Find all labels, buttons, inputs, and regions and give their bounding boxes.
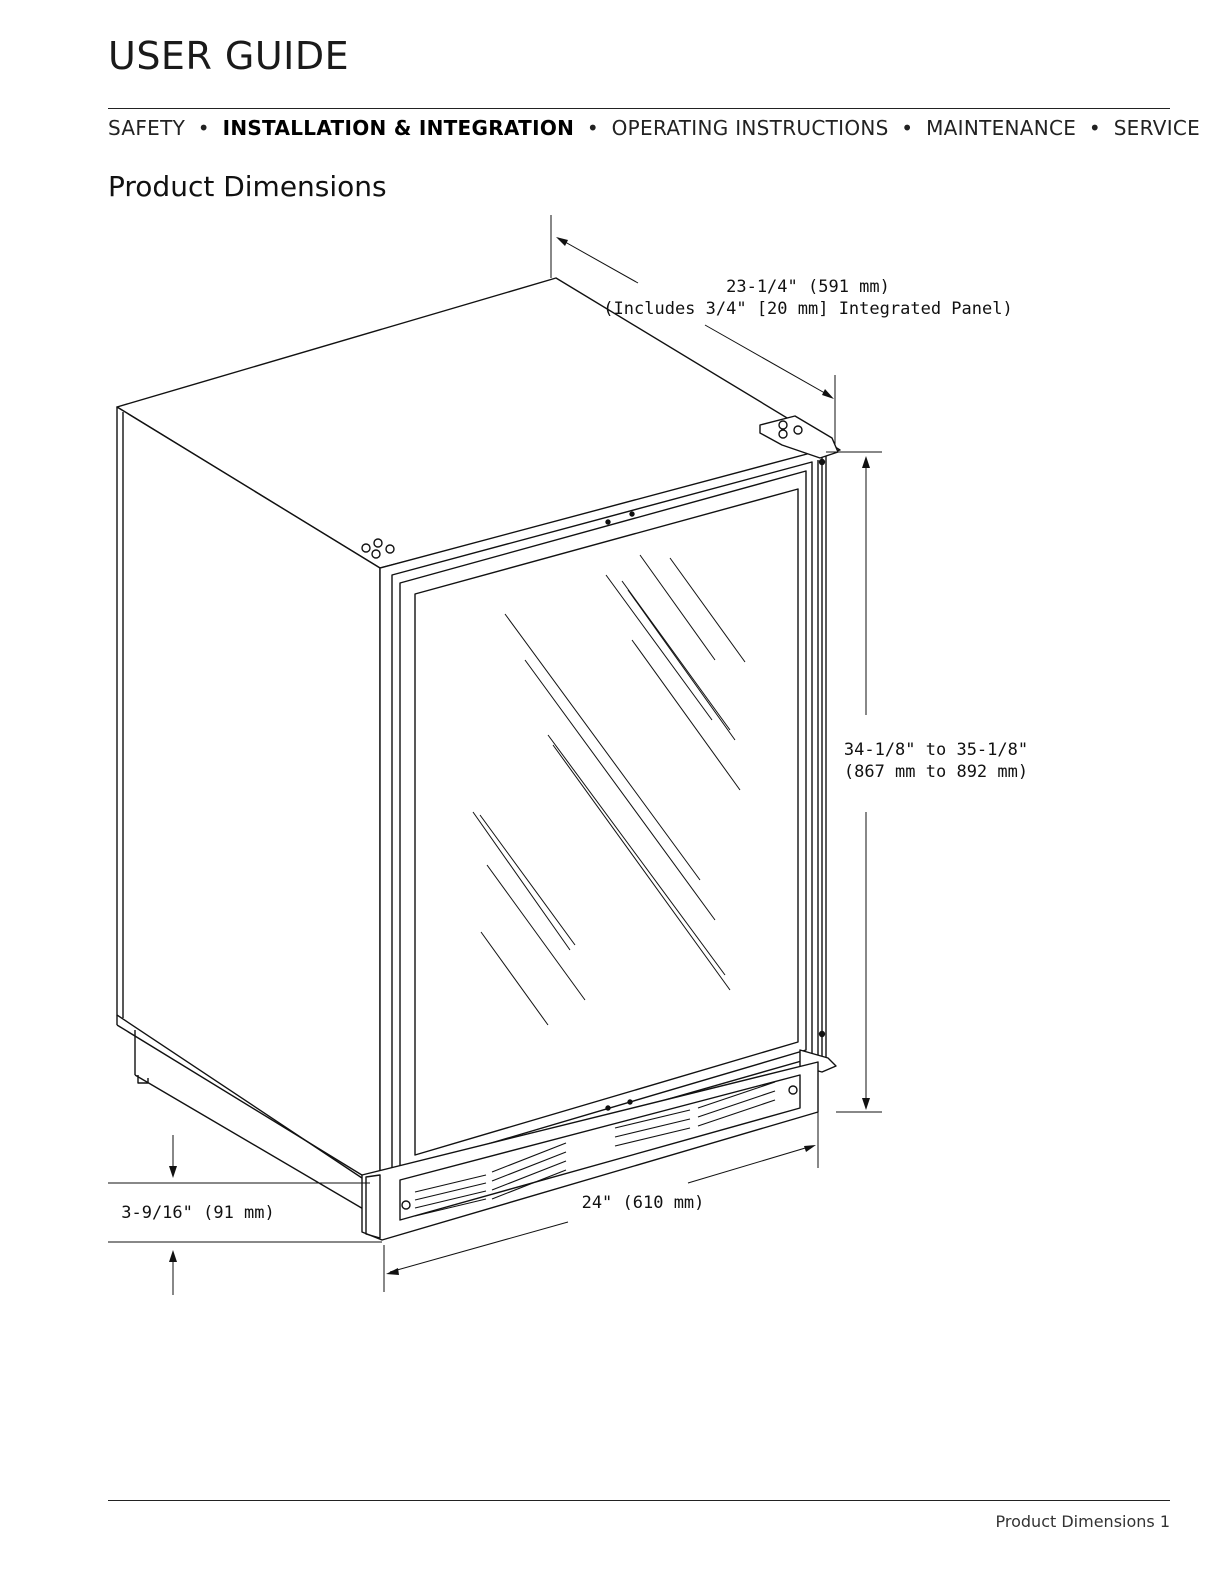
nav-item-safety[interactable]: SAFETY — [108, 116, 186, 140]
nav-item-installation[interactable]: INSTALLATION & INTEGRATION — [222, 116, 575, 140]
toekick-dimension-label: 3-9/16" (91 mm) — [121, 1203, 275, 1223]
nav-separator: • — [586, 116, 599, 140]
height-dimension-metric: (867 mm to 892 mm) — [843, 762, 1029, 782]
depth-dimension-label: 23-1/4" (591 mm) — [726, 277, 890, 297]
page-footer-label: Product Dimensions 1 — [995, 1512, 1170, 1531]
document-title: USER GUIDE — [108, 34, 350, 78]
nav-separator: • — [197, 116, 210, 140]
depth-dimension-note: (Includes 3/4" [20 mm] Integrated Panel) — [603, 299, 1013, 319]
nav-item-service[interactable]: SERVICE — [1113, 116, 1201, 140]
nav-item-maintenance[interactable]: MAINTENANCE — [926, 116, 1077, 140]
footer-divider — [108, 1500, 1170, 1501]
width-dimension-label: 24" (610 mm) — [581, 1193, 705, 1213]
nav-separator: • — [1088, 116, 1102, 140]
nav-item-operating[interactable]: OPERATING INSTRUCTIONS — [611, 116, 889, 140]
section-title: Product Dimensions — [108, 170, 387, 203]
nav-separator: • — [901, 116, 914, 140]
height-dimension-label: 34-1/8" to 35-1/8" — [843, 740, 1029, 760]
